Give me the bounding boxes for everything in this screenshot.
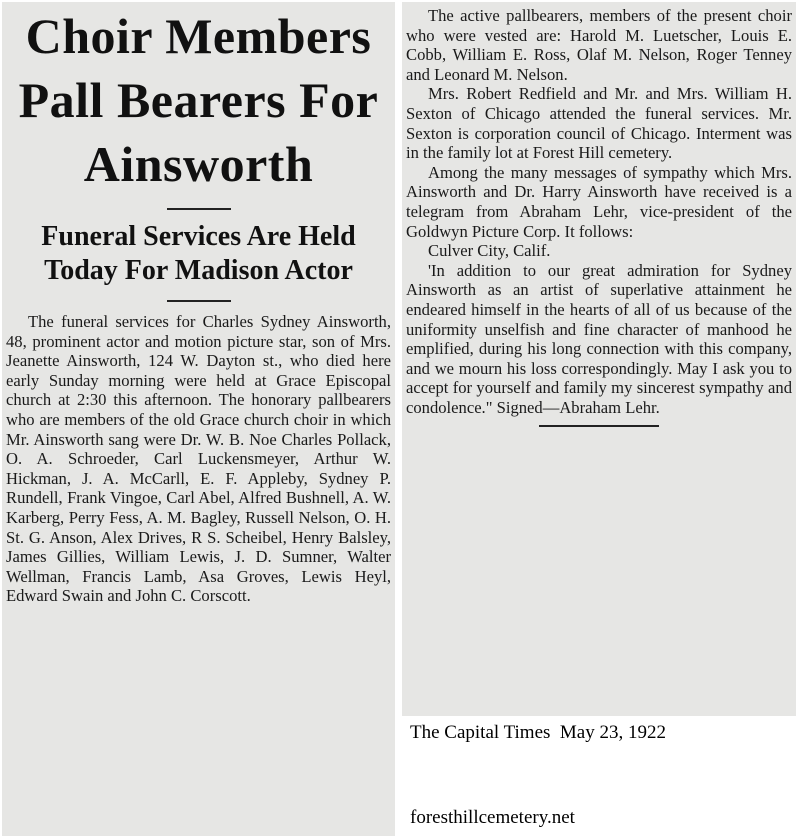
article-paragraph: The active pallbearers, members of the present choir who were vested are: Harold M. Luetscher, Louis E. Cobb, William E. Ross, Olaf M. Nelson, Roger Tenney and Leonard M. Nelson. <box>406 6 792 84</box>
article-paragraph: Mrs. Robert Redfield and Mr. and Mrs. William H. Sexton of Chicago attended the funeral services. Mr. Sexton is corporation council of Chicago. Interment was in the family lot at Forest Hill cemetery. <box>406 84 792 163</box>
subheadline-divider <box>167 300 231 302</box>
telegram-origin: Culver City, Calif. <box>428 241 551 261</box>
newspaper-clipping-right-column <box>402 2 796 716</box>
article-subheadline: Funeral Services Are Held Today For Madison Actor <box>41 221 356 286</box>
article-end-divider <box>539 425 659 427</box>
telegram-text: 'In addition to our great admiration for Sydney Ainsworth as an artist of superlative attainment he endeared himself in the hearts of all of us because of the uniformity unselfish and fine character of manhood he emplified, during his long connection with this company, and we mourn his loss correspondingly. May I ask you to accept for yourself and family my sincerest sympathy and condolence." Signed—Abraham Lehr. <box>406 260 792 417</box>
headline-divider <box>167 208 231 210</box>
right-column-body <box>406 6 792 417</box>
article-paragraph: Among the many messages of sympathy which Mrs. Ainsworth and Dr. Harry Ainsworth have received is a telegram from Abraham Lehr, vice-president of the Goldwyn Picture Corp. It follows: <box>406 162 792 241</box>
newspaper-clipping-left-column <box>2 2 395 836</box>
website-caption: foresthillcemetery.net <box>410 807 575 828</box>
left-column-body <box>6 312 391 606</box>
article-paragraph: The funeral services for Charles Sydney Ainsworth, 48, prominent actor and motion picture star, son of Mrs. Jeanette Ainsworth, 124 W. Dayton st., who died here early Sunday morning were held at Grace Episcopal church at 2:30 this afternoon. The honorary pallbearers who are members of the old Grace church choir in which Mr. Ainsworth sang were Dr. W. B. Noe Charles Pollack, O. A. Schroeder, Carl Luckensmeyer, Arthur W. Hickman, J. A. McCarll, E. F. Appleby, Sydney P. Rundell, Frank Vingoe, Carl Abel, Alfred Bushnell, A. W. Karberg, Perry Fess, A. M. Bagley, Russell Nelson, O. H. St. G. Anson, Alex Drives, R S. Scheibel, Henry Balsley, James Gillies, William Lewis, J. D. Sumner, Walter Wellman, Francis Lamb, Asa Groves, Lewis Heyl, Edward Swain and John C. Corscott. <box>6 312 391 606</box>
article-headline: Choir Members Pall Bearers For Ainsworth <box>18 8 379 192</box>
source-caption: The Capital Times May 23, 1922 <box>410 722 666 743</box>
